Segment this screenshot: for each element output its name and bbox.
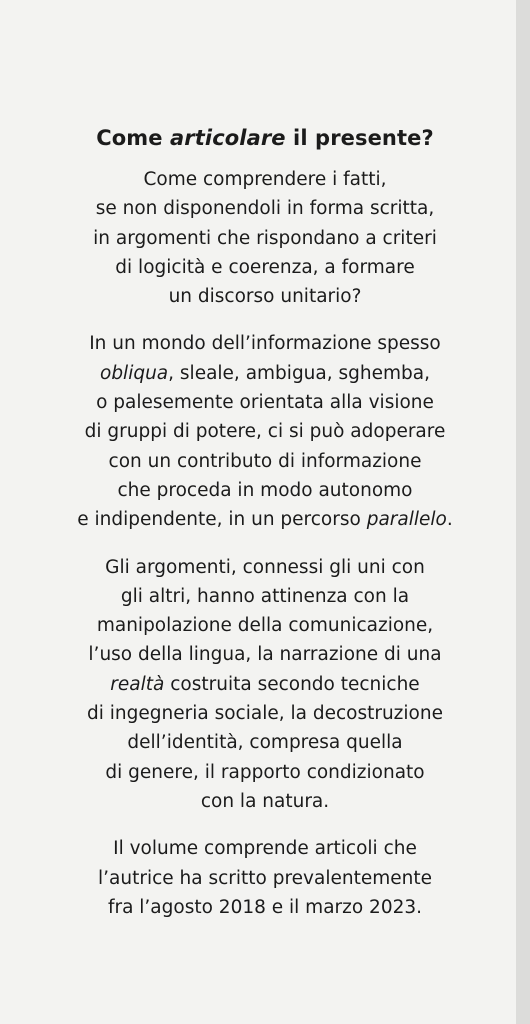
text-run: manipolazione della comunicazione, [96, 615, 434, 637]
text-line [0, 329, 530, 358]
text-run: con la natura. [200, 790, 330, 812]
title-after: il presente? [285, 126, 434, 150]
flap-text-block [0, 123, 530, 922]
text-line [0, 165, 530, 194]
text-run: In un mondo dell’informazione spesso [89, 333, 441, 355]
text-run: Come comprendere i fatti, [143, 169, 387, 190]
paragraph [0, 329, 530, 534]
text-run: o palesemente orientata alla visione [96, 392, 434, 414]
text-run: con un contributo di informazione [108, 450, 422, 472]
text-line [0, 582, 530, 611]
text-run: l’autrice ha scritto prevalentemente [98, 867, 432, 889]
text-line [0, 476, 530, 505]
text-run: fra l’agosto 2018 e il marzo 2023. [107, 896, 423, 918]
italic-text: realtà [110, 673, 165, 695]
text-line [0, 194, 530, 223]
text-run: Gli argomenti, connessi gli uni con [105, 556, 425, 578]
text-run: l’uso della lingua, la narrazione di una [88, 644, 442, 666]
text-line [0, 282, 530, 311]
text-line [0, 224, 530, 253]
text-run: Il volume comprende articoli che [113, 838, 417, 860]
text-line [0, 611, 530, 640]
text-line [0, 699, 530, 728]
text-line [0, 553, 530, 582]
page-title [0, 123, 530, 153]
paragraph [0, 553, 530, 817]
text-line [0, 253, 530, 282]
text-run: di gruppi di potere, ci si può adoperare [84, 421, 446, 443]
text-run: un discorso unitario? [168, 286, 362, 308]
text-line [0, 864, 530, 893]
paragraph [0, 834, 530, 922]
text-line [0, 670, 530, 699]
text-run: gli altri, hanno attinenza con la [120, 585, 410, 607]
text-run: di genere, il rapporto condizionato [105, 761, 425, 783]
text-run: in argomenti che rispondano a criteri [93, 227, 437, 249]
paragraph [0, 165, 530, 311]
text-line [0, 505, 530, 534]
text-line [0, 640, 530, 669]
italic-text: obliqua [100, 362, 169, 384]
title-before: Come [96, 126, 171, 150]
text-line [0, 758, 530, 787]
text-run: di ingegneria sociale, la decostruzione [87, 703, 443, 725]
text-line [0, 447, 530, 476]
italic-text: parallelo [366, 509, 447, 531]
text-line [0, 359, 530, 388]
text-run: , sleale, ambigua, sghemba, [168, 362, 430, 384]
text-run: . [446, 509, 453, 531]
text-run: costruita secondo tecniche [164, 673, 420, 695]
text-line [0, 417, 530, 446]
text-line [0, 388, 530, 417]
text-line [0, 787, 530, 816]
title-italic-word: articolare [170, 126, 286, 150]
text-line [0, 834, 530, 863]
text-run: che proceda in modo autonomo [117, 479, 413, 501]
body-text [0, 165, 530, 922]
text-run: dell’identità, compresa quella [127, 732, 403, 754]
text-run: se non disponendoli in forma scritta, [95, 198, 435, 220]
text-line [0, 728, 530, 757]
text-line [0, 893, 530, 922]
text-run: e indipendente, in un percorso [77, 509, 367, 531]
text-run: di logicità e coerenza, a formare [115, 256, 415, 278]
